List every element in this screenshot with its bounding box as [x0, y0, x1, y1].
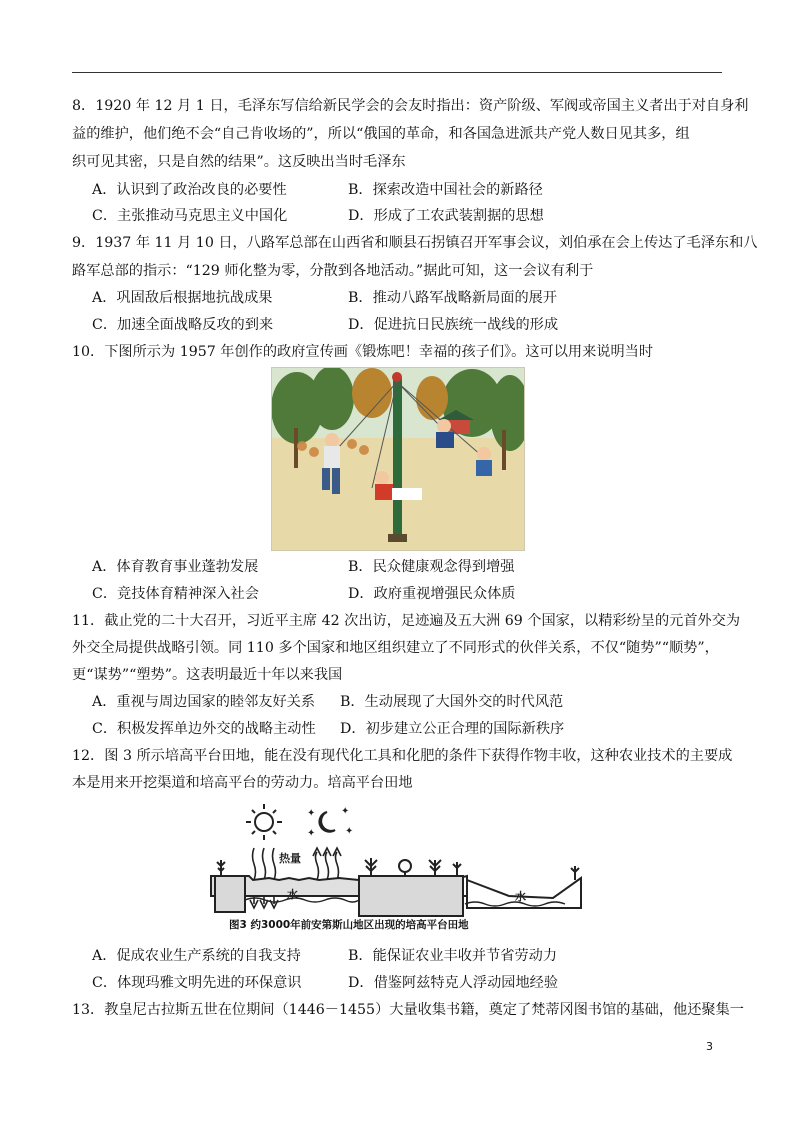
q10-option-b[interactable]: B．民众健康观念得到增强 — [348, 559, 515, 575]
q12-option-a[interactable]: A．促成农业生产系统的自我支持 — [92, 948, 301, 964]
q10-option-c[interactable]: C．竞技体育精神深入社会 — [92, 586, 259, 602]
q11-option-b[interactable]: B．生动展现了大国外交的时代风范 — [340, 694, 564, 710]
q8-option-c[interactable]: C．主张推动马克思主义中国化 — [92, 208, 288, 224]
q8-stem-line2: 益的维护，他们绝不会“自己肯收场的”，所以“俄国的革命，和各国急进派共产党人数日见其多，组 — [72, 126, 690, 142]
q9-option-a[interactable]: A．巩固敌后根据地抗战成果 — [92, 290, 273, 306]
q11-option-c[interactable]: C．积极发挥单边外交的战略主动性 — [92, 721, 316, 737]
q12-option-c[interactable]: C．体现玛雅文明先进的环保意识 — [92, 975, 302, 991]
water-label-right: 水 — [515, 890, 526, 903]
q11-option-a[interactable]: A．重视与周边国家的睦邻友好关系 — [92, 694, 316, 710]
q9-option-c[interactable]: C．加速全面战略反攻的到来 — [92, 317, 274, 333]
heat-label: 热量 — [279, 852, 301, 865]
water-label-left: 水 — [287, 888, 298, 901]
propaganda-poster-image — [271, 367, 525, 551]
q11-stem-line1: 11．截止党的二十大召开，习近平主席 42 次出访，足迹遍及五大洲 69 个国家，以精彩纷呈的元首外交为 — [72, 613, 741, 629]
q10-option-d[interactable]: D．政府重视增强民众体质 — [348, 586, 516, 602]
header-rule — [72, 72, 722, 73]
q11-stem-line3: 更“谋势”“塑势”。这表明最近十年以来我国 — [72, 667, 343, 683]
q11-option-d[interactable]: D．初步建立公正合理的国际新秩序 — [340, 721, 565, 737]
q9-option-b[interactable]: B．推动八路军战略新局面的展开 — [348, 290, 558, 306]
q9-stem-line2: 路军总部的指示：“129 师化整为零，分散到各地活动。”据此可知，这一会议有利于 — [72, 263, 594, 279]
svg-text:✦: ✦ — [341, 806, 350, 817]
q8-stem-line3: 织可见其密，只是自然的结果”。这反映出当时毛泽东 — [72, 154, 406, 170]
page-number: 3 — [706, 1040, 713, 1053]
q9-option-d[interactable]: D．促进抗日民族统一战线的形成 — [348, 317, 559, 333]
q8-stem-line1: 8．1920 年 12 月 1 日，毛泽东写信给新民学会的会友时指出：资产阶级、军阀或帝国主义者出于对自身利 — [72, 98, 749, 114]
raised-field-diagram — [209, 800, 591, 934]
q11-stem-line2: 外交全局提供战略引领。同 110 多个国家和地区组织建立了不同形式的伙伴关系，不仅“随势”“顺势”， — [72, 640, 719, 656]
q10-stem-line1: 10．下图所示为 1957 年创作的政府宣传画《锻炼吧！幸福的孩子们》。这可以用来说明当时 — [72, 344, 654, 360]
svg-text:✦: ✦ — [307, 808, 316, 819]
q12-stem-line1: 12．图 3 所示培高平台田地，能在没有现代化工具和化肥的条件下获得作物丰收，这种农业技术的主要成 — [72, 748, 733, 764]
q12-option-d[interactable]: D．借鉴阿兹特克人浮动园地经验 — [348, 975, 559, 991]
q13-stem-line1: 13．教皇尼古拉斯五世在位期间（1446－1455）大量收集书籍，奠定了梵蒂冈图书馆的基础，他还聚集一 — [72, 1002, 744, 1018]
q12-option-b[interactable]: B．能保证农业丰收并节省劳动力 — [348, 948, 558, 964]
figure-caption: 图3 约3000年前安第斯山地区出现的培高平台田地 — [229, 919, 469, 931]
q8-option-b[interactable]: B．探索改造中国社会的新路径 — [348, 182, 543, 198]
svg-text:✦: ✦ — [307, 828, 316, 839]
q9-stem-line1: 9．1937 年 11 月 10 日，八路军总部在山西省和顺县石拐镇召开军事会议，刘伯承在会上传达了毛泽东和八 — [72, 235, 758, 251]
q8-option-a[interactable]: A．认识到了政治改良的必要性 — [92, 182, 287, 198]
q10-option-a[interactable]: A．体育教育事业蓬勃发展 — [92, 559, 259, 575]
sun-icon — [246, 804, 282, 840]
moon-icon — [307, 806, 353, 839]
q12-stem-line2: 本是用来开挖渠道和培高平台的劳动力。培高平台田地 — [72, 775, 413, 791]
q8-option-d[interactable]: D．形成了工农武装割据的思想 — [348, 208, 544, 224]
svg-text:✦: ✦ — [345, 826, 354, 837]
